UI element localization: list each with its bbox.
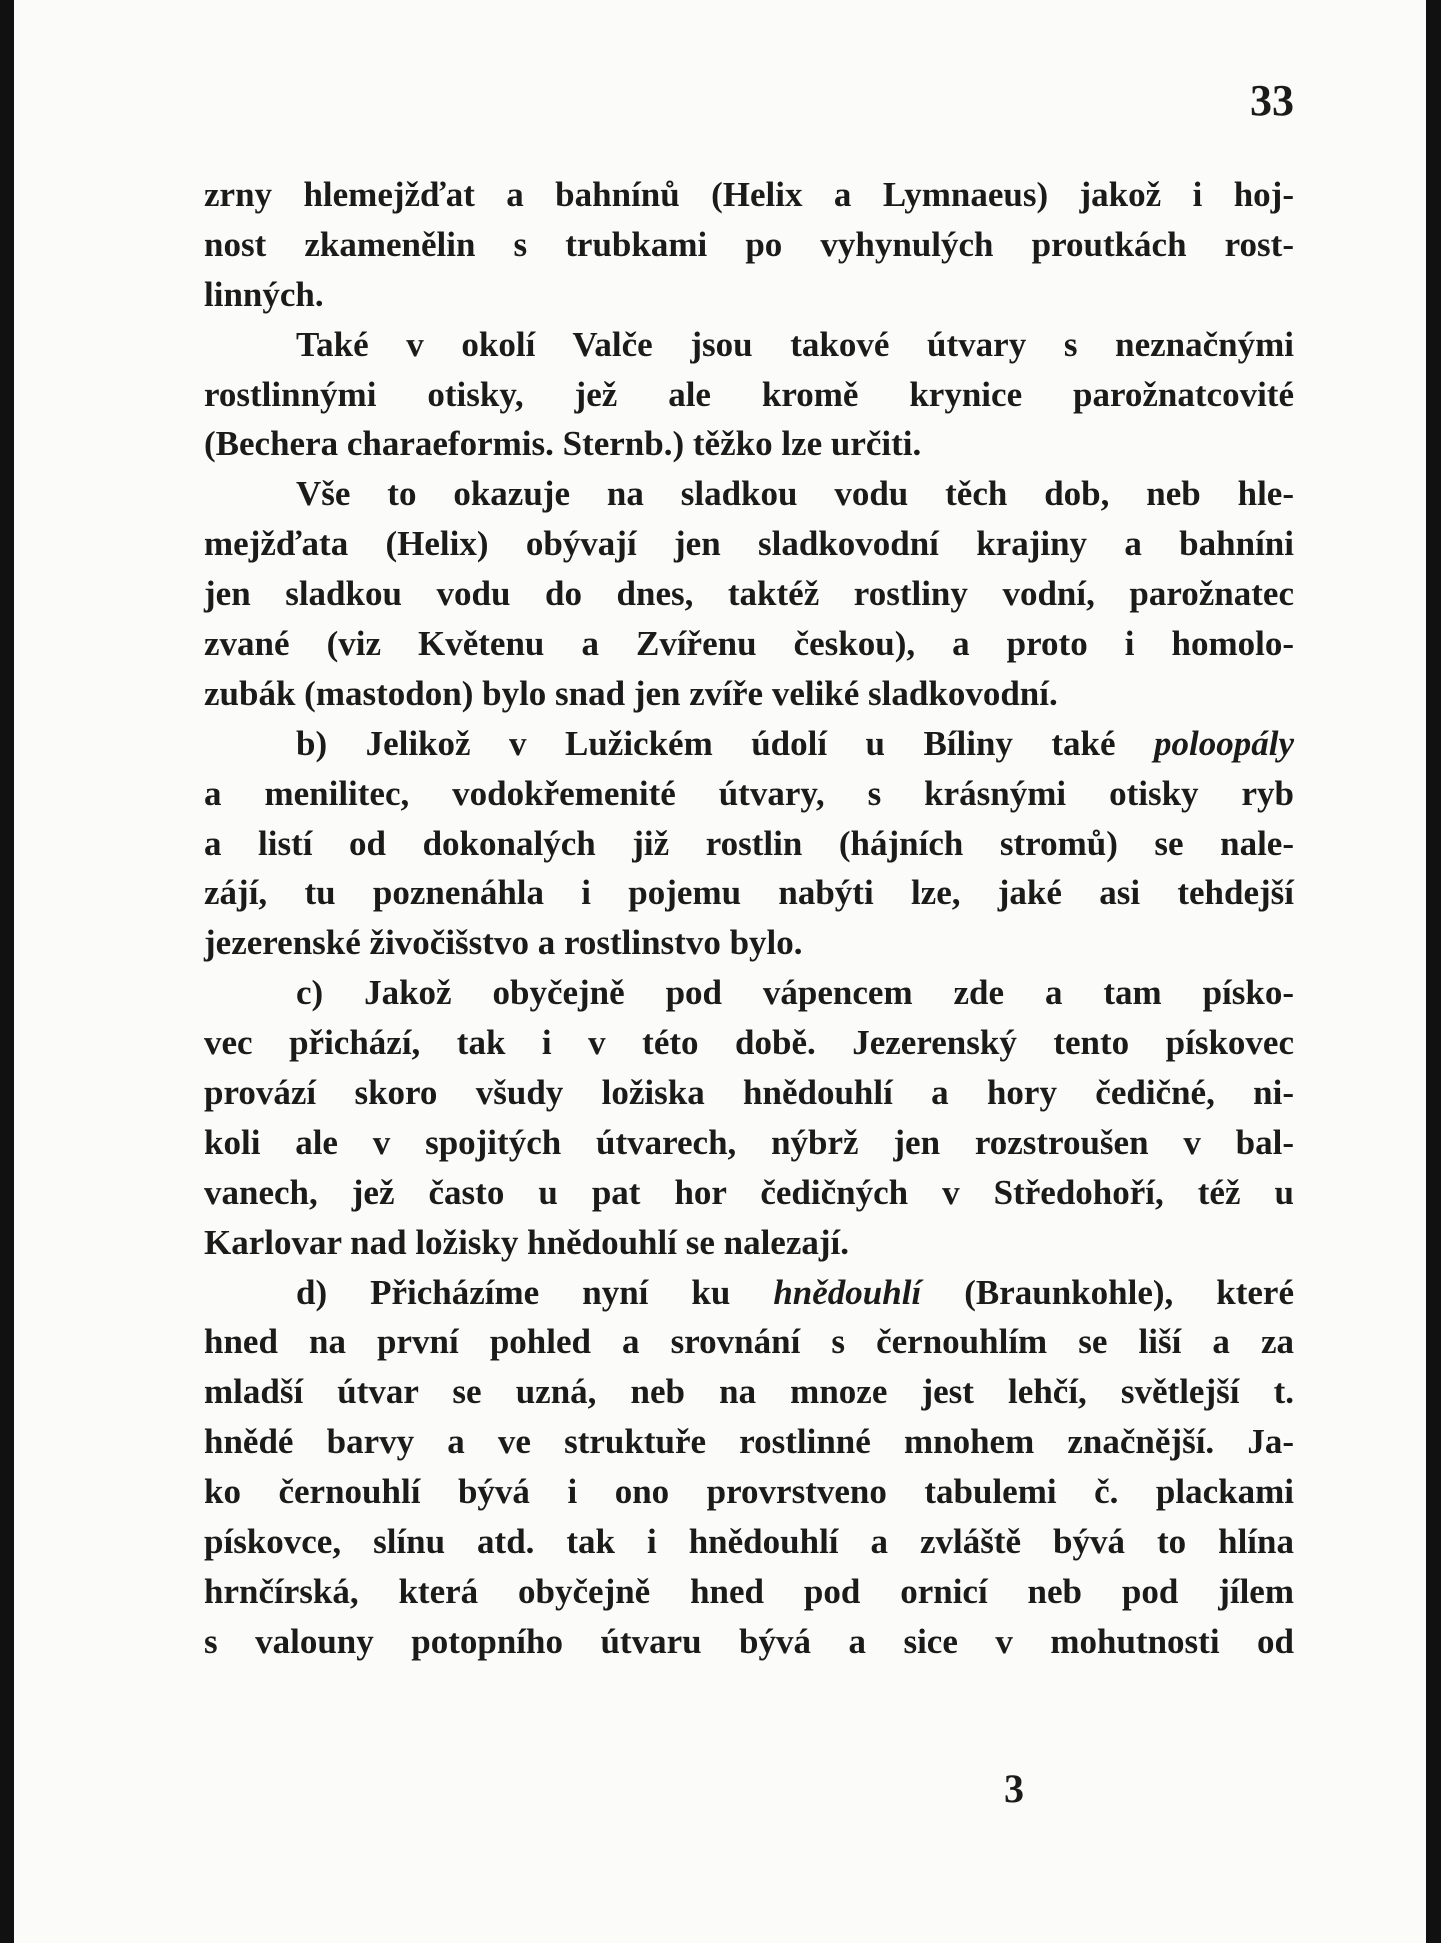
text-line: jen sladkou vodu do dnes, taktéž rostliny vodní, parožnatec bbox=[204, 574, 1294, 614]
text-segment: b) Jelikož v Lužickém údolí u Bíliny také bbox=[296, 723, 1155, 763]
text-line: zájí, tu poznenáhla i pojemu nabýti lze, jaké asi tehdejší bbox=[204, 873, 1294, 913]
text-line: koli ale v spojitých útvarech, nýbrž jen rozstroušen v bal- bbox=[204, 1122, 1294, 1162]
text-line: vanech, jež často u pat hor čedičných v Středohoří, též u bbox=[204, 1172, 1294, 1212]
body-text bbox=[204, 170, 1294, 1667]
text-line: s valouny potopního útvaru bývá a sice v mohutnosti od bbox=[204, 1621, 1294, 1661]
text-line: hnědé barvy a ve struktuře rostlinné mnohem značnější. Ja- bbox=[204, 1422, 1294, 1462]
text-line: a listí od dokonalých již rostlin (hájních stromů) se nale- bbox=[204, 823, 1294, 863]
text-line: pískovce, slínu atd. tak i hnědouhlí a zvláště bývá to hlína bbox=[204, 1522, 1294, 1562]
text-line: zrny hlemejžďat a bahnínů (Helix a Lymnaeus) jakož i hoj- bbox=[204, 175, 1294, 214]
text-line: provází skoro všudy ložiska hnědouhlí a hory čedičné, ni- bbox=[204, 1073, 1294, 1113]
text-line: linných. bbox=[204, 274, 324, 314]
text-line: zubák (mastodon) bylo snad jen zvíře veliké sladkovodní. bbox=[204, 673, 1058, 713]
text-segment: (Braunkohle), které bbox=[921, 1272, 1294, 1312]
scan-left-border bbox=[0, 0, 14, 1943]
text-segment: d) Přicházíme nyní ku bbox=[296, 1272, 774, 1312]
text-line: a menilitec, vodokřemenité útvary, s krásnými otisky ryb bbox=[204, 773, 1294, 813]
text-line: c) Jakož obyčejně pod vápencem zde a tam písko- bbox=[296, 973, 1294, 1013]
text-line: Karlovar nad ložisky hnědouhlí se nalezají. bbox=[204, 1222, 849, 1262]
text-line: hrnčírská, která obyčejně hned pod ornicí neb pod jílem bbox=[204, 1571, 1294, 1611]
text-line bbox=[204, 719, 1294, 769]
text-line: hned na první pohled a srovnání s černouhlím se liší a za bbox=[204, 1322, 1294, 1362]
book-page bbox=[14, 0, 1426, 1943]
italic-term: hnědouhlí bbox=[773, 1272, 922, 1312]
text-line: Také v okolí Valče jsou takové útvary s neznačnými bbox=[296, 324, 1294, 364]
text-line: nost zkamenělin s trubkami po vyhynulých proutkách rost- bbox=[204, 224, 1294, 264]
text-line: mejžďata (Helix) obývají jen sladkovodní krajiny a bahníni bbox=[204, 524, 1294, 564]
text-line: ko černouhlí bývá i ono provrstveno tabulemi č. plackami bbox=[204, 1472, 1294, 1512]
text-line: zvané (viz Květenu a Zvířenu českou), a proto i homolo- bbox=[204, 624, 1294, 664]
text-line bbox=[204, 1268, 1294, 1318]
scan-right-border bbox=[1426, 0, 1441, 1943]
text-line: rostlinnými otisky, jež ale kromě krynice parožnatcovité bbox=[204, 374, 1294, 414]
italic-term: poloopály bbox=[1154, 723, 1294, 763]
text-line: jezerenské živočišstvo a rostlinstvo bylo. bbox=[204, 923, 803, 963]
text-line: vec přichází, tak i v této době. Jezerenský tento pískovec bbox=[204, 1023, 1294, 1063]
page-number: 33 bbox=[1250, 76, 1294, 125]
signature-mark: 3 bbox=[1004, 1766, 1024, 1811]
text-line: Vše to okazuje na sladkou vodu těch dob, neb hle- bbox=[296, 474, 1294, 514]
text-line: (Bechera charaeformis. Sternb.) těžko lze určiti. bbox=[204, 424, 922, 464]
text-line: mladší útvar se uzná, neb na mnoze jest lehčí, světlejší t. bbox=[204, 1372, 1294, 1412]
